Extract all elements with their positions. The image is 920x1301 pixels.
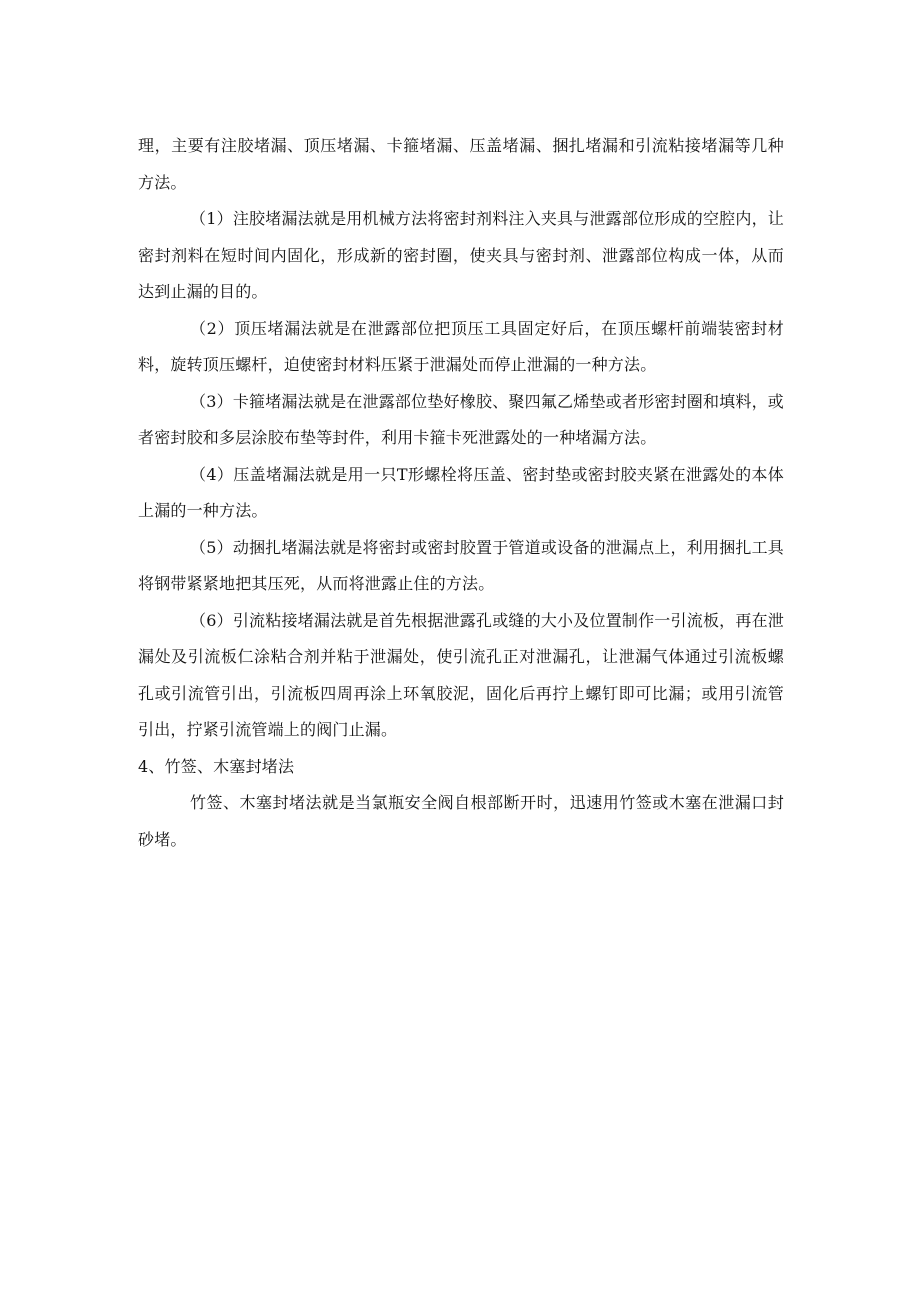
- paragraph-top-pressure: （2）顶压堵漏法就是在泄露部位把顶压工具固定好后，在顶压螺杆前端装密封材料，旋转顶压螺杆，迫使密封材料压紧于泄漏处而停止泄漏的一种方法。: [138, 318, 784, 374]
- section-heading: 4、竹签、木塞封堵法: [138, 756, 295, 776]
- paragraph-drainage-bonding: （6）引流粘接堵漏法就是首先根据泄露孔或缝的大小及位置制作一引流板，再在泄漏处及引流板仁涂粘合剂并粘于泄漏处，使引流孔正对泄漏孔，让泄漏气体通过引流板螺孔或引流管引出，引流板四周再涂上环氧胶泥，固化后再拧上螺钉即可比漏；或用引流管引出，拧紧引流管端上的阀门止漏。: [138, 610, 784, 739]
- paragraph-methods-overview: 理，主要有注胶堵漏、顶压堵漏、卡箍堵漏、压盖堵漏、捆扎堵漏和引流粘接堵漏等几种方法。: [138, 136, 784, 192]
- document-body: [138, 128, 784, 858]
- paragraph-clamp-hoop: （3）卡箍堵漏法就是在泄露部位垫好橡胶、聚四氟乙烯垫或者形密封圈和填料，或者密封胶和多层涂胶布垫等封件，利用卡箍卡死泄露处的一种堵漏方法。: [138, 391, 784, 447]
- paragraph-binding: （5）动捆扎堵漏法就是将密封或密封胶置于管道或设备的泄漏点上，利用捆扎工具将钢带紧紧地把其压死，从而将泄露止住的方法。: [138, 537, 784, 593]
- paragraph-bamboo-wood-plug: 竹签、木塞封堵法就是当氯瓶安全阀自根部断开时，迅速用竹签或木塞在泄漏口封砂堵。: [138, 793, 784, 849]
- paragraph-glue-injection: （1）注胶堵漏法就是用机械方法将密封剂料注入夹具与泄露部位形成的空腔内，让密封剂料在短时间内固化，形成新的密封圈，使夹具与密封剂、泄露部位构成一体，从而达到止漏的目的。: [138, 209, 784, 301]
- paragraph-gland-cover: （4）压盖堵漏法就是用一只T形螺栓将压盖、密封垫或密封胶夹紧在泄露处的本体上漏的一种方法。: [138, 464, 784, 520]
